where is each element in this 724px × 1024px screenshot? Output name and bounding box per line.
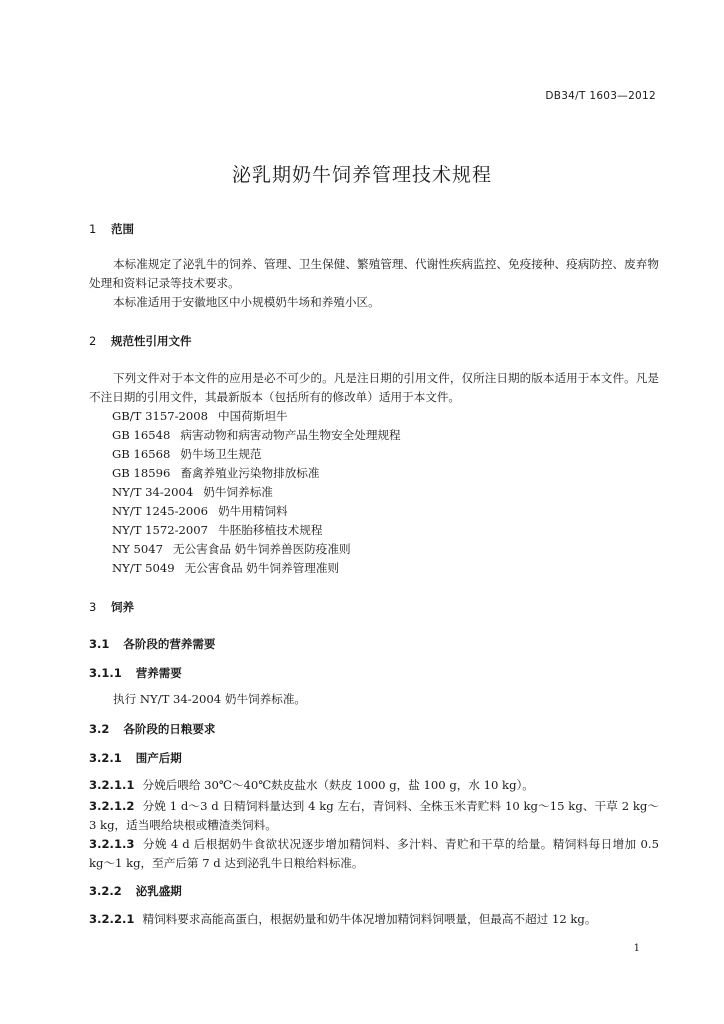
section-heading-3 [89,599,134,615]
subsection-heading-3-1-1 [89,665,182,681]
subsection-title: 各阶段的营养需要 [123,637,216,651]
reference-item [112,483,273,502]
clause-3-2-1-3 [89,835,659,873]
reference-title: 奶牛饲养标准 [203,485,273,499]
document-title: 泌乳期奶牛饲养管理技术规程 [231,164,492,186]
clause-number: 3.2.2.1 [89,912,135,926]
subsection-number: 3.1.1 [89,666,122,680]
section-heading-2 [89,333,192,349]
subsection-number: 3.2 [89,722,110,736]
reference-code: NY/T 5049 [112,561,175,575]
subsection-heading-3-2 [89,721,215,737]
section-title: 饲养 [111,600,135,614]
reference-code: NY/T 34-2004 [112,485,194,499]
section-number: 1 [89,222,97,236]
reference-title: 奶牛用精饲料 [218,504,288,518]
reference-item [112,540,351,559]
subsection-number: 3.1 [89,637,110,651]
subsection-heading-3-1 [89,636,215,652]
subsection-title: 泌乳盛期 [135,884,182,898]
clause-3-2-2-1 [89,910,659,929]
section-heading-1 [89,221,134,237]
page-number: 1 [633,943,640,954]
reference-code: NY 5047 [112,542,163,556]
section-number: 2 [89,334,97,348]
reference-code: GB 18596 [112,466,171,480]
reference-item [112,521,322,540]
references-intro: 下列文件对于本文件的应用是必不可少的。凡是注日期的引用文件，仅所注日期的版本适用于本文件。凡是不注日期的引用文件，其最新版本（包括所有的修改单）适用于本文件。 [89,371,659,404]
reference-item [112,426,401,445]
subsection-heading-3-2-1 [89,750,182,766]
reference-code: NY/T 1245-2006 [112,504,209,518]
clause-3-2-1-1 [89,776,659,795]
clause-number: 3.2.1.2 [89,799,135,813]
clause-text: 精饲料要求高能高蛋白，根据奶量和奶牛体况增加精饲料饲喂量，但最高不超过 12 kg。 [142,912,597,926]
reference-item [112,502,288,521]
clause-3-2-1-2 [89,797,659,835]
reference-title: 奶牛场卫生规范 [180,447,262,461]
reference-code: GB 16568 [112,447,171,461]
reference-item [112,559,339,578]
subsection-number: 3.2.2 [89,884,122,898]
section-number: 3 [89,600,97,614]
reference-code: GB/T 3157-2008 [112,409,209,423]
subsection-title: 营养需要 [135,666,182,680]
reference-title: 病害动物和病害动物产品生物安全处理规程 [180,428,401,442]
clause-text: 分娩 4 d 后根据奶牛食欲状况逐步增加精饲料、多汁料、青贮和干草的给量。精饲料每日增加 0.5 kg～1 kg，至产后第 7 d 达到泌乳牛日粮给料标准。 [89,837,659,870]
reference-title: 中国荷斯坦牛 [218,409,288,423]
subsection-number: 3.2.1 [89,751,122,765]
section-title: 范围 [111,222,135,236]
reference-item [112,445,262,464]
reference-title: 畜禽养殖业污染物排放标准 [180,466,320,480]
clause-number: 3.2.1.1 [89,778,135,792]
clause-text: 分娩后喂给 30℃～40℃麸皮盐水（麸皮 1000 g，盐 100 g，水 10 kg）。 [142,778,534,792]
subsection-title: 围产后期 [135,751,182,765]
reference-title: 牛胚胎移植技术规程 [218,523,323,537]
reference-item [112,464,320,483]
reference-item [112,407,288,426]
reference-code: NY/T 1572-2007 [112,523,209,537]
section-title: 规范性引用文件 [111,334,192,348]
subsection-title: 各阶段的日粮要求 [123,722,216,736]
subsection-heading-3-2-2 [89,883,182,899]
standard-code: DB34/T 1603—2012 [545,90,656,102]
reference-title: 无公害食品 奶牛饲养管理准则 [184,561,340,575]
nutrition-paragraph: 执行 NY/T 34-2004 奶牛饲养标准。 [113,692,307,706]
reference-title: 无公害食品 奶牛饲养兽医防疫准则 [173,542,351,556]
scope-paragraph-2: 本标准适用于安徽地区中小规模奶牛场和养殖小区。 [113,295,380,309]
reference-code: GB 16548 [112,428,171,442]
clause-text: 分娩 1 d～3 d 日精饲料量达到 4 kg 左右，青饲料、全株玉米青贮料 10 kg～15 kg、干草 2 kg～3 kg，适当喂给块根或糟渣类饲料。 [89,799,659,832]
scope-paragraph-1: 本标准规定了泌乳牛的饲养、管理、卫生保健、繁殖管理、代谢性疾病监控、免疫接种、疫病防控、废弃物处理和资料记录等技术要求。 [89,257,659,290]
clause-number: 3.2.1.3 [89,837,135,851]
